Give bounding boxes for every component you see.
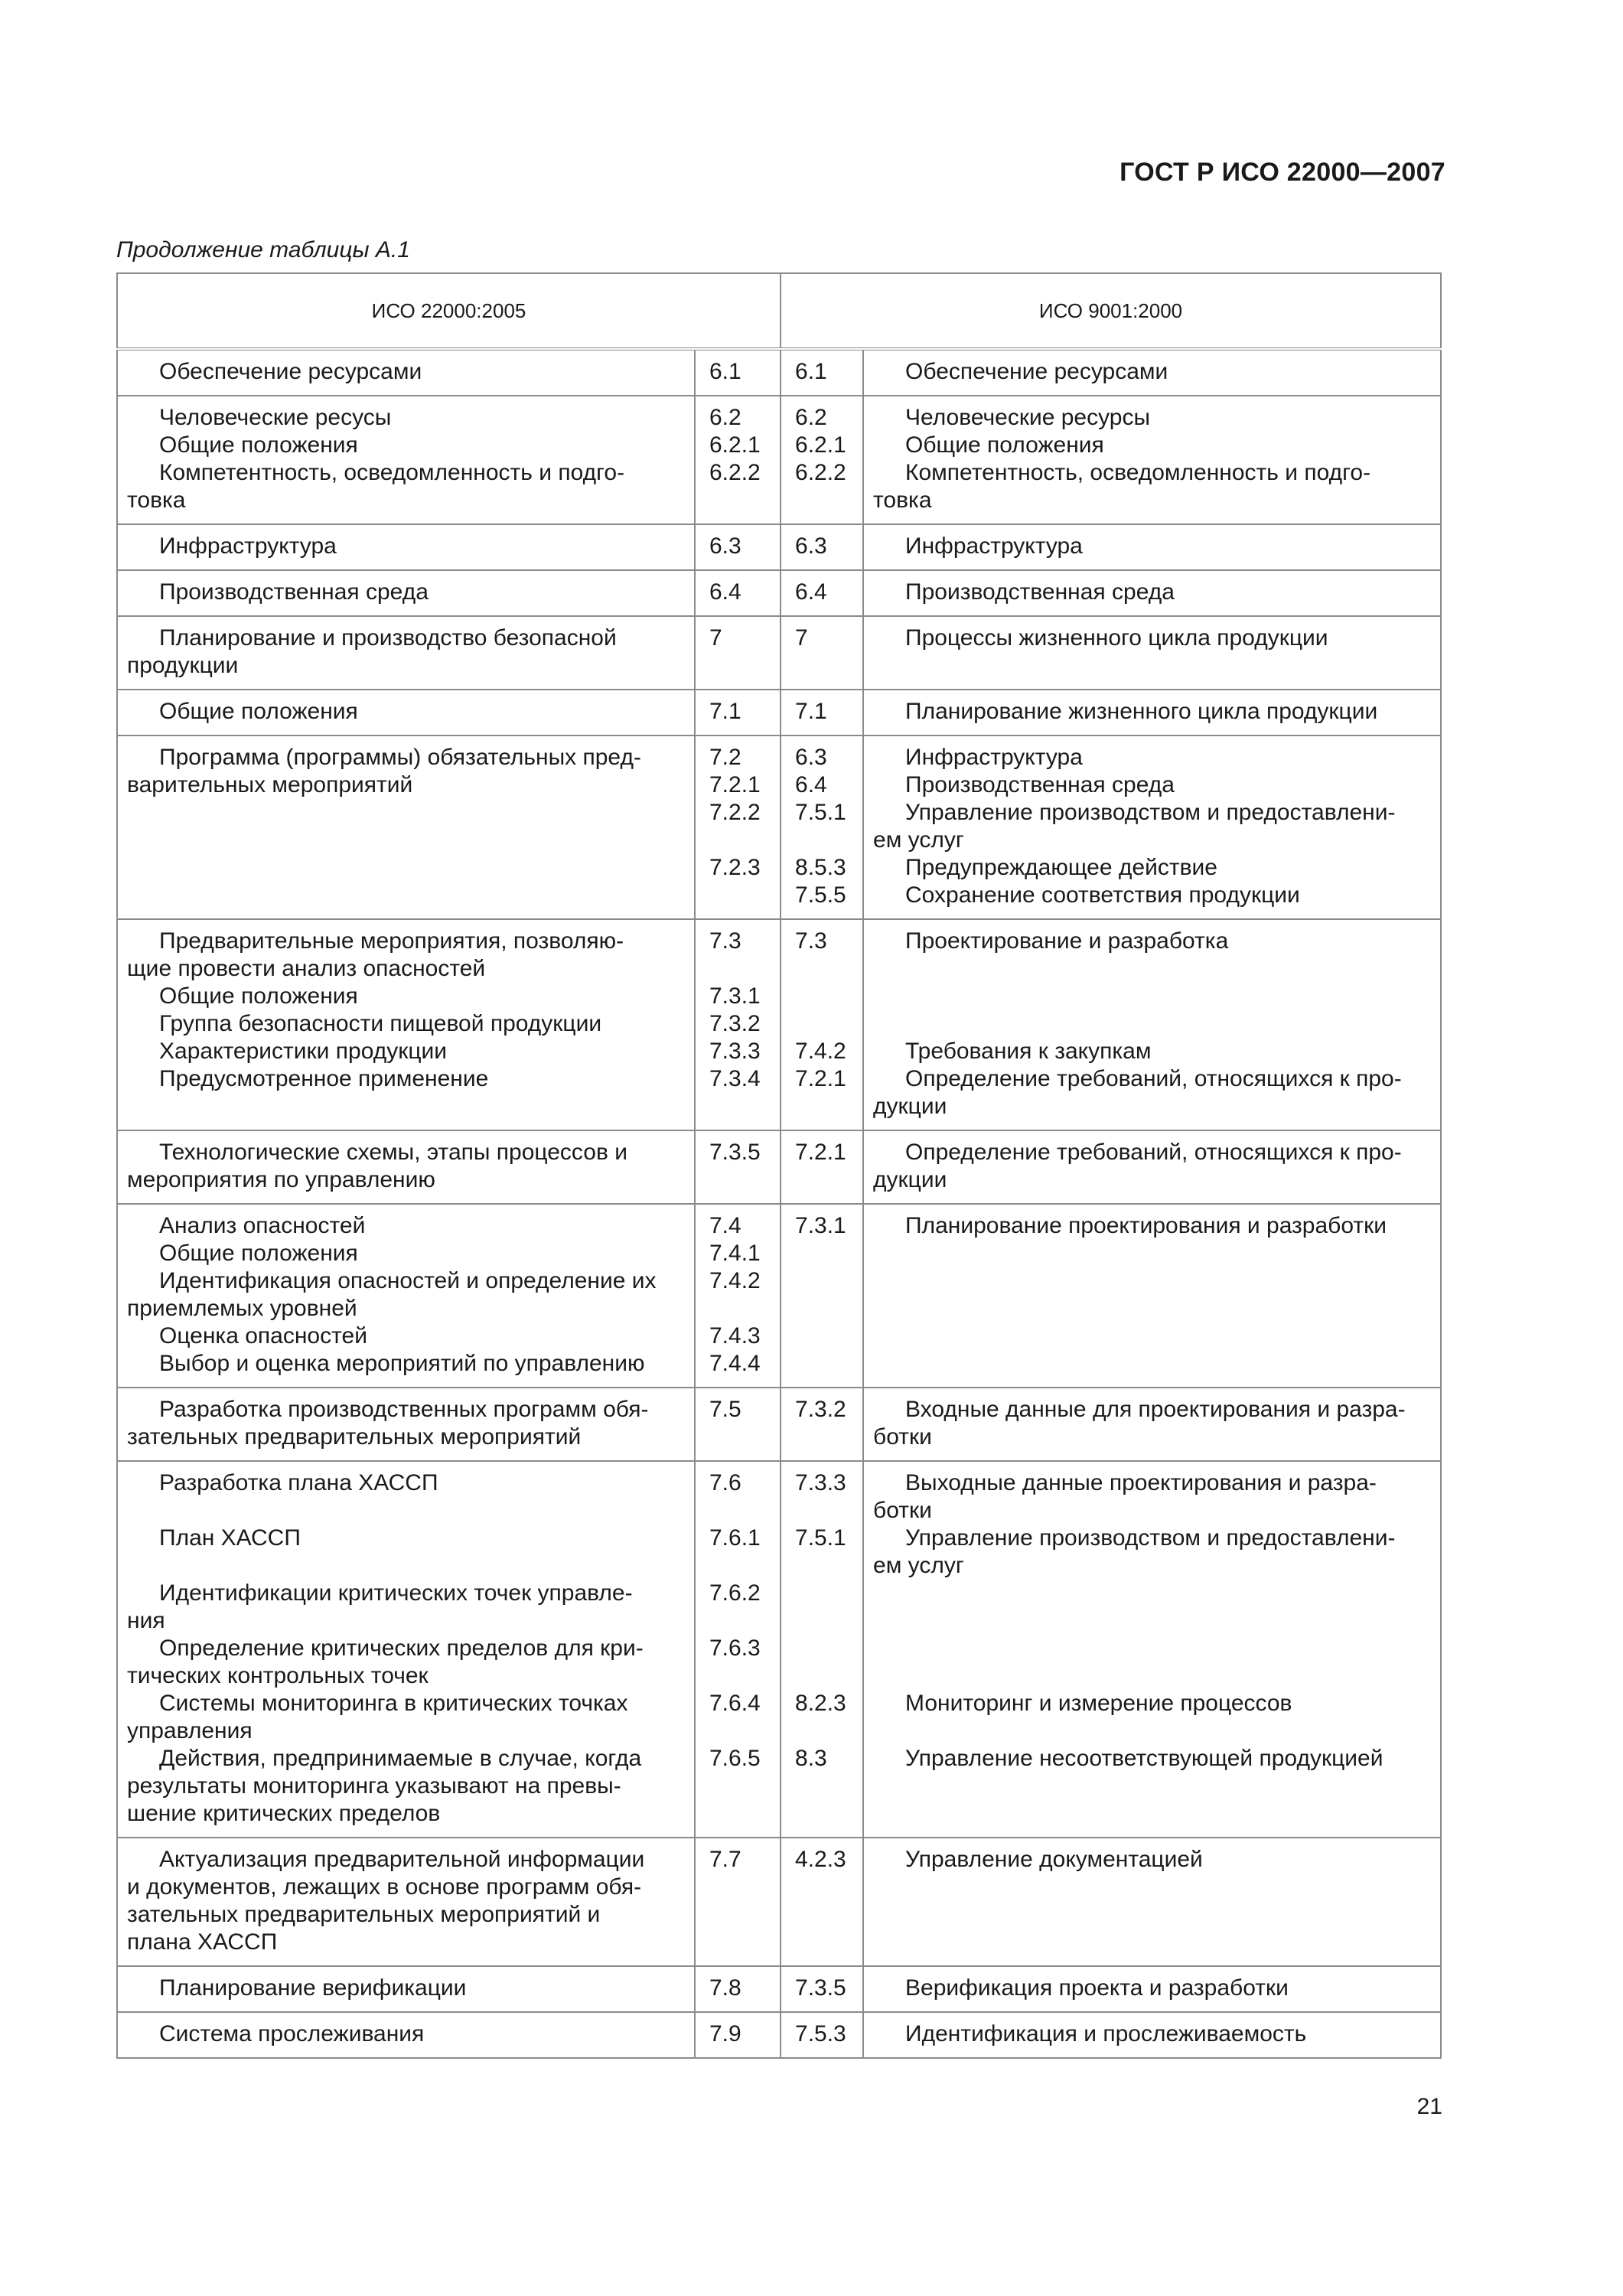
iso9001-clause-title: [873, 1580, 1431, 1607]
iso22000-clause-number: 7.2.2: [709, 800, 761, 825]
iso22000-clause-number: 7.2.3: [709, 855, 761, 880]
iso22000-clause-number: 7.1: [709, 699, 741, 724]
iso22000-clause-number: [709, 1552, 772, 1580]
iso22000-clause-number: 6.3: [709, 533, 741, 559]
iso9001-clause-number: 7: [795, 625, 808, 651]
iso22000-clause-number: 7.8: [709, 1975, 741, 2001]
iso22000-clause-number: [709, 827, 772, 854]
iso22000-clause-number-cell: [695, 1461, 781, 1838]
iso22000-clause-title-cell: [117, 919, 695, 1130]
iso9001-clause-number: [795, 1350, 855, 1378]
iso22000-clause-title: Оценка опасностей: [159, 1323, 367, 1349]
table-row: [117, 396, 1441, 524]
iso22000-clause-number: [709, 1295, 772, 1322]
iso22000-clause-title: Инфраструктура: [159, 533, 337, 559]
iso9001-clause-title: Определение требований, относящихся к про-: [905, 1140, 1402, 1165]
iso22000-clause-number: 7.6.4: [709, 1691, 761, 1716]
iso22000-clause-number: 7.4.2: [709, 1268, 761, 1293]
iso9001-clause-number-cell: [781, 1838, 863, 1966]
iso22000-clause-number: [709, 955, 772, 983]
iso22000-clause-title: Выбор и оценка мероприятий по управлению: [159, 1351, 645, 1376]
document-header: ГОСТ Р ИСО 22000—2007: [1119, 158, 1445, 187]
iso9001-clause-number-cell: [781, 349, 863, 396]
iso9001-clause-title: [873, 1322, 1431, 1350]
iso22000-clause-number-cell: [695, 1204, 781, 1388]
iso9001-clause-title-cell: [863, 690, 1441, 735]
iso9001-clause-number: 7.5.5: [795, 882, 846, 908]
iso9001-clause-title: [873, 955, 1431, 983]
iso22000-clause-title: тических контрольных точек: [127, 1663, 429, 1688]
iso22000-clause-title: [127, 827, 685, 854]
iso22000-clause-number: 7.9: [709, 2021, 741, 2047]
iso22000-clause-number-cell: [695, 2012, 781, 2058]
iso22000-clause-title-cell: [117, 690, 695, 735]
iso22000-clause-title: [127, 1497, 685, 1525]
iso22000-clause-number: 6.2.1: [709, 432, 761, 458]
iso22000-clause-number: 7.2.1: [709, 772, 761, 797]
iso22000-clause-number: [709, 1607, 772, 1635]
iso9001-clause-title: [873, 1662, 1431, 1690]
iso9001-clause-number: [795, 1166, 855, 1194]
iso9001-clause-title: Процессы жизненного цикла продукции: [905, 625, 1328, 651]
iso9001-clause-title: Проектирование и разработка: [905, 928, 1229, 954]
iso22000-clause-number: [709, 1093, 772, 1120]
iso9001-clause-title: Человеческие ресурсы: [905, 405, 1151, 430]
iso22000-clause-number: 7.4: [709, 1213, 741, 1238]
iso9001-clause-title: Мониторинг и измерение процессов: [905, 1691, 1292, 1716]
iso9001-clause-number: [795, 1010, 855, 1038]
table-row: [117, 1388, 1441, 1461]
iso22000-clause-title: мероприятия по управлению: [127, 1167, 435, 1192]
iso22000-clause-number-cell: [695, 570, 781, 616]
iso9001-clause-title: Определение требований, относящихся к про-: [905, 1066, 1402, 1091]
iso22000-clause-number: [709, 1497, 772, 1525]
iso22000-clause-number: 7.3.5: [709, 1140, 761, 1165]
table-row: [117, 1966, 1441, 2012]
iso9001-clause-number: 7.3.2: [795, 1397, 846, 1422]
iso9001-clause-number: [795, 1901, 855, 1929]
iso22000-clause-number: [709, 1662, 772, 1690]
iso9001-clause-title: ботки: [873, 1424, 932, 1450]
iso9001-clause-title: Предупреждающее действие: [905, 855, 1217, 880]
table-body: [117, 349, 1441, 2058]
iso22000-clause-number: 6.4: [709, 579, 741, 605]
table-row: [117, 690, 1441, 735]
iso9001-clause-number-cell: [781, 616, 863, 690]
iso9001-clause-number: [795, 1322, 855, 1350]
iso9001-clause-number: [795, 1874, 855, 1901]
iso22000-clause-title: управления: [127, 1718, 253, 1743]
iso22000-clause-title: товка: [127, 488, 186, 513]
iso22000-clause-title-cell: [117, 570, 695, 616]
iso9001-clause-title: дукции: [873, 1094, 947, 1119]
iso22000-clause-number: 6.1: [709, 359, 741, 384]
iso9001-clause-number: 4.2.3: [795, 1847, 846, 1872]
iso9001-clause-number: [795, 1800, 855, 1828]
iso22000-clause-title-cell: [117, 616, 695, 690]
iso9001-clause-title: [873, 983, 1431, 1010]
iso22000-clause-title-cell: [117, 1966, 695, 2012]
iso22000-clause-title-cell: [117, 735, 695, 919]
iso9001-clause-title: [873, 1350, 1431, 1378]
iso22000-clause-number: 7.6.2: [709, 1580, 761, 1606]
iso22000-clause-number: 7.3.2: [709, 1011, 761, 1036]
iso9001-clause-number: [795, 1773, 855, 1800]
iso9001-clause-title: Управление несоответствующей продукцией: [905, 1746, 1383, 1771]
table-row: [117, 1130, 1441, 1204]
iso9001-clause-title-cell: [863, 349, 1441, 396]
iso22000-clause-number-cell: [695, 735, 781, 919]
iso9001-clause-title-cell: [863, 616, 1441, 690]
iso9001-clause-title-cell: [863, 570, 1441, 616]
iso9001-clause-title-cell: [863, 1966, 1441, 2012]
iso9001-clause-title: [873, 1240, 1431, 1267]
iso9001-clause-title: Идентификация и прослеживаемость: [905, 2021, 1307, 2047]
iso9001-clause-title: Обеспечение ресурсами: [905, 359, 1168, 384]
iso9001-clause-title: Требования к закупкам: [905, 1039, 1152, 1064]
iso9001-clause-title: Управление документацией: [905, 1847, 1203, 1872]
iso22000-clause-number: 7.6: [709, 1470, 741, 1495]
iso9001-clause-title-cell: [863, 1204, 1441, 1388]
iso22000-clause-title: Предварительные мероприятия, позволяю-: [159, 928, 624, 954]
iso9001-clause-title: [873, 1874, 1431, 1901]
iso9001-clause-number: 7.2.1: [795, 1066, 846, 1091]
iso22000-clause-title: [127, 1093, 685, 1120]
table-caption: Продолжение таблицы А.1: [116, 237, 410, 263]
iso9001-clause-title: Инфраструктура: [905, 745, 1083, 770]
iso9001-clause-number-cell: [781, 2012, 863, 2058]
iso22000-clause-number-cell: [695, 1130, 781, 1204]
iso9001-clause-number: 7.5.3: [795, 2021, 846, 2047]
iso9001-clause-number: 6.3: [795, 745, 827, 770]
iso22000-clause-title: Система прослеживания: [159, 2021, 425, 2047]
iso22000-clause-number: 7.4.4: [709, 1351, 761, 1376]
iso22000-clause-title: Системы мониторинга в критических точках: [159, 1691, 628, 1716]
iso22000-clause-title-cell: [117, 1130, 695, 1204]
iso9001-clause-number: 7.4.2: [795, 1039, 846, 1064]
iso22000-clause-title: Общие положения: [159, 983, 358, 1009]
table-row: [117, 1838, 1441, 1966]
iso9001-clause-number: 8.2.3: [795, 1691, 846, 1716]
iso9001-clause-number-cell: [781, 1966, 863, 2012]
iso22000-clause-title: Действия, предпринимаемые в случае, когда: [159, 1746, 642, 1771]
iso22000-clause-number-cell: [695, 690, 781, 735]
iso22000-clause-title: Предусмотренное применение: [159, 1066, 489, 1091]
iso22000-clause-title: Планирование верификации: [159, 1975, 467, 2001]
iso22000-clause-title-cell: [117, 524, 695, 570]
iso9001-clause-title: Управление производством и предоставлени-: [905, 1525, 1396, 1551]
iso22000-clause-title: Группа безопасности пищевой продукции: [159, 1011, 602, 1036]
iso22000-clause-title: Программа (программы) обязательных пред-: [159, 745, 641, 770]
iso22000-clause-title: Определение критических пределов для кри-: [159, 1636, 644, 1661]
iso22000-clause-title: Общие положения: [159, 699, 358, 724]
iso22000-clause-title: Человеческие ресусы: [159, 405, 392, 430]
iso9001-clause-number-cell: [781, 570, 863, 616]
iso9001-clause-title: [873, 1635, 1431, 1662]
iso22000-clause-number: 7.5: [709, 1397, 741, 1422]
iso22000-clause-number-cell: [695, 349, 781, 396]
iso22000-clause-title: плана ХАССП: [127, 1929, 278, 1955]
iso9001-clause-title-cell: [863, 396, 1441, 524]
iso22000-clause-title: Общие положения: [159, 1241, 358, 1266]
iso22000-clause-number: 7: [709, 625, 722, 651]
iso9001-clause-number: [795, 1552, 855, 1580]
iso22000-clause-title-cell: [117, 1388, 695, 1461]
iso22000-clause-number: 7.2: [709, 745, 741, 770]
table-row: [117, 735, 1441, 919]
iso9001-clause-number: [795, 1093, 855, 1120]
iso22000-clause-title-cell: [117, 2012, 695, 2058]
table-header-row: [117, 273, 1441, 349]
iso9001-clause-title: [873, 1717, 1431, 1745]
iso9001-clause-number: [795, 1580, 855, 1607]
correspondence-table: [116, 272, 1442, 2059]
iso9001-clause-title: [873, 1607, 1431, 1635]
iso9001-clause-title: [873, 652, 1431, 680]
iso9001-clause-title: [873, 1929, 1431, 1956]
iso22000-clause-number: 7.6.5: [709, 1746, 761, 1771]
iso22000-clause-number-cell: [695, 919, 781, 1130]
iso9001-clause-title: [873, 1901, 1431, 1929]
table-row: [117, 919, 1441, 1130]
iso22000-clause-number: [709, 1929, 772, 1956]
iso9001-clause-title: Сохранение соответствия продукции: [905, 882, 1300, 908]
iso9001-clause-number: [795, 487, 855, 514]
iso9001-clause-number: 7.2.1: [795, 1140, 846, 1165]
iso22000-clause-number: 6.2: [709, 405, 741, 430]
iso22000-clause-title: Производственная среда: [159, 579, 429, 605]
iso22000-clause-number: 7.7: [709, 1847, 741, 1872]
iso22000-clause-title: Технологические схемы, этапы процессов и: [159, 1140, 627, 1165]
iso22000-clause-title-cell: [117, 1838, 695, 1966]
iso9001-clause-title-cell: [863, 2012, 1441, 2058]
iso9001-clause-title: Производственная среда: [905, 579, 1175, 605]
iso9001-clause-number: 7.5.1: [795, 800, 846, 825]
iso22000-clause-number: [709, 1166, 772, 1194]
iso9001-clause-title: Компетентность, осведомленность и подго-: [905, 460, 1371, 485]
iso22000-clause-title: приемлемых уровней: [127, 1296, 357, 1321]
iso22000-clause-title: Компетентность, осведомленность и подго-: [159, 460, 625, 485]
iso9001-clause-number-cell: [781, 524, 863, 570]
table-row: [117, 349, 1441, 396]
table-row: [117, 616, 1441, 690]
iso22000-clause-number-cell: [695, 1388, 781, 1461]
iso9001-clause-number-cell: [781, 1130, 863, 1204]
iso9001-clause-title: Входные данные для проектирования и разра-: [905, 1397, 1406, 1422]
iso22000-clause-number: [709, 1901, 772, 1929]
iso9001-clause-title-cell: [863, 1838, 1441, 1966]
iso9001-clause-title: Планирование проектирования и разработки: [905, 1213, 1387, 1238]
iso9001-clause-title: товка: [873, 488, 932, 513]
page-number: 21: [1416, 2094, 1442, 2119]
iso9001-clause-title: [873, 1010, 1431, 1038]
iso22000-clause-title: [127, 882, 685, 909]
iso9001-clause-title: [873, 1773, 1431, 1800]
iso22000-clause-title: План ХАССП: [159, 1525, 301, 1551]
iso9001-clause-number: [795, 1607, 855, 1635]
iso9001-clause-number: 8.3: [795, 1746, 827, 1771]
header-iso-9001: ИСО 9001:2000: [781, 273, 1441, 349]
iso9001-clause-title: ботки: [873, 1498, 932, 1523]
iso9001-clause-title: Производственная среда: [905, 772, 1175, 797]
iso22000-clause-number: 7.3.1: [709, 983, 761, 1009]
iso9001-clause-number-cell: [781, 1204, 863, 1388]
iso22000-clause-title: продукции: [127, 653, 239, 678]
iso9001-clause-number: 7.3.5: [795, 1975, 846, 2001]
iso22000-clause-number: 7.3: [709, 928, 741, 954]
iso9001-clause-number: 7.5.1: [795, 1525, 846, 1551]
iso9001-clause-number: 6.2.2: [795, 460, 846, 485]
iso22000-clause-title: Разработка плана ХАССП: [159, 1470, 438, 1495]
iso22000-clause-title: ния: [127, 1608, 165, 1633]
iso9001-clause-number: 7.3.1: [795, 1213, 846, 1238]
iso22000-clause-number: [709, 1424, 772, 1451]
iso9001-clause-number: [795, 1240, 855, 1267]
iso22000-clause-number: 7.6.1: [709, 1525, 761, 1551]
iso9001-clause-title: [873, 1800, 1431, 1828]
iso9001-clause-number: [795, 1497, 855, 1525]
iso22000-clause-number-cell: [695, 524, 781, 570]
iso22000-clause-number-cell: [695, 1838, 781, 1966]
iso22000-clause-number: 6.2.2: [709, 460, 761, 485]
iso22000-clause-number: 7.6.3: [709, 1636, 761, 1661]
iso9001-clause-number: 6.4: [795, 579, 827, 605]
iso9001-clause-title: [873, 1295, 1431, 1322]
iso22000-clause-title-cell: [117, 396, 695, 524]
iso22000-clause-title: Анализ опасностей: [159, 1213, 366, 1238]
iso9001-clause-number: 8.5.3: [795, 855, 846, 880]
iso22000-clause-title: результаты мониторинга указывают на превы-: [127, 1773, 621, 1799]
iso22000-clause-title-cell: [117, 1204, 695, 1388]
iso22000-clause-number: [709, 1717, 772, 1745]
iso9001-clause-number: [795, 1929, 855, 1956]
iso22000-clause-number-cell: [695, 396, 781, 524]
iso22000-clause-title: Планирование и производство безопасной: [159, 625, 617, 651]
iso22000-clause-title-cell: [117, 1461, 695, 1838]
iso9001-clause-number: [795, 1717, 855, 1745]
iso9001-clause-number: [795, 1635, 855, 1662]
iso9001-clause-title: Управление производством и предоставлени-: [905, 800, 1396, 825]
table-row: [117, 570, 1441, 616]
table-row: [117, 1461, 1441, 1838]
iso22000-clause-title: [127, 854, 685, 882]
iso9001-clause-number: 6.2.1: [795, 432, 846, 458]
iso9001-clause-title: Общие положения: [905, 432, 1104, 458]
iso22000-clause-title: [127, 799, 685, 827]
iso9001-clause-number-cell: [781, 919, 863, 1130]
iso22000-clause-number-cell: [695, 1966, 781, 2012]
iso9001-clause-title: ем услуг: [873, 1553, 964, 1578]
iso22000-clause-title: Идентификации критических точек управле-: [159, 1580, 633, 1606]
table-row: [117, 524, 1441, 570]
iso9001-clause-number: [795, 983, 855, 1010]
iso9001-clause-number: [795, 827, 855, 854]
iso9001-clause-title: Верификация проекта и разработки: [905, 1975, 1289, 2001]
iso22000-clause-number: [709, 1773, 772, 1800]
iso9001-clause-number-cell: [781, 1388, 863, 1461]
iso9001-clause-title: Инфраструктура: [905, 533, 1083, 559]
iso9001-clause-number-cell: [781, 690, 863, 735]
iso22000-clause-title: варительных мероприятий: [127, 772, 413, 797]
iso9001-clause-number: 6.1: [795, 359, 827, 384]
iso9001-clause-title-cell: [863, 1130, 1441, 1204]
iso22000-clause-title: Актуализация предварительной информации: [159, 1847, 645, 1872]
table-row: [117, 1204, 1441, 1388]
iso22000-clause-title-cell: [117, 349, 695, 396]
iso22000-clause-title: Разработка производственных программ обя-: [159, 1397, 649, 1422]
iso9001-clause-number: 6.2: [795, 405, 827, 430]
iso9001-clause-number: 7.3.3: [795, 1470, 846, 1495]
iso9001-clause-number: [795, 1424, 855, 1451]
iso22000-clause-number: [709, 1874, 772, 1901]
iso9001-clause-title-cell: [863, 919, 1441, 1130]
iso9001-clause-title-cell: [863, 1461, 1441, 1838]
header-iso-22000: ИСО 22000:2005: [117, 273, 781, 349]
iso22000-clause-number: [709, 1800, 772, 1828]
iso22000-clause-number: [709, 487, 772, 514]
iso9001-clause-title-cell: [863, 1388, 1441, 1461]
iso22000-clause-number-cell: [695, 616, 781, 690]
iso9001-clause-title-cell: [863, 735, 1441, 919]
iso22000-clause-title: Обеспечение ресурсами: [159, 359, 422, 384]
iso9001-clause-number-cell: [781, 735, 863, 919]
iso22000-clause-title: Общие положения: [159, 432, 358, 458]
iso9001-clause-number: [795, 1267, 855, 1295]
iso9001-clause-number: [795, 1295, 855, 1322]
iso9001-clause-number: [795, 652, 855, 680]
iso9001-clause-number: [795, 1662, 855, 1690]
iso9001-clause-number: 7.1: [795, 699, 827, 724]
iso22000-clause-number: 7.4.1: [709, 1241, 761, 1266]
iso22000-clause-title: зательных предварительных мероприятий: [127, 1424, 582, 1450]
iso9001-clause-number: 6.3: [795, 533, 827, 559]
iso22000-clause-title: Идентификация опасностей и определение их: [159, 1268, 657, 1293]
iso9001-clause-number: 7.3: [795, 928, 827, 954]
iso22000-clause-title: и документов, лежащих в основе программ обя-: [127, 1874, 642, 1900]
iso9001-clause-title-cell: [863, 524, 1441, 570]
iso22000-clause-title: [127, 1552, 685, 1580]
iso22000-clause-number: 7.3.3: [709, 1039, 761, 1064]
iso9001-clause-title: Выходные данные проектирования и разра-: [905, 1470, 1377, 1495]
iso22000-clause-number: 7.4.3: [709, 1323, 761, 1349]
iso22000-clause-title: зательных предварительных мероприятий и: [127, 1902, 601, 1927]
iso22000-clause-number: [709, 652, 772, 680]
iso9001-clause-number-cell: [781, 1461, 863, 1838]
iso9001-clause-title: [873, 1267, 1431, 1295]
iso22000-clause-title: щие провести анализ опасностей: [127, 956, 486, 981]
table-row: [117, 2012, 1441, 2058]
iso9001-clause-title: дукции: [873, 1167, 947, 1192]
iso9001-clause-title: Планирование жизненного цикла продукции: [905, 699, 1378, 724]
iso22000-clause-title: Характеристики продукции: [159, 1039, 448, 1064]
iso9001-clause-number: [795, 955, 855, 983]
iso22000-clause-number: [709, 882, 772, 909]
iso9001-clause-number: 6.4: [795, 772, 827, 797]
iso22000-clause-number: 7.3.4: [709, 1066, 761, 1091]
iso9001-clause-title: ем услуг: [873, 827, 964, 853]
iso9001-clause-number-cell: [781, 396, 863, 524]
iso22000-clause-title: шение критических пределов: [127, 1801, 441, 1826]
